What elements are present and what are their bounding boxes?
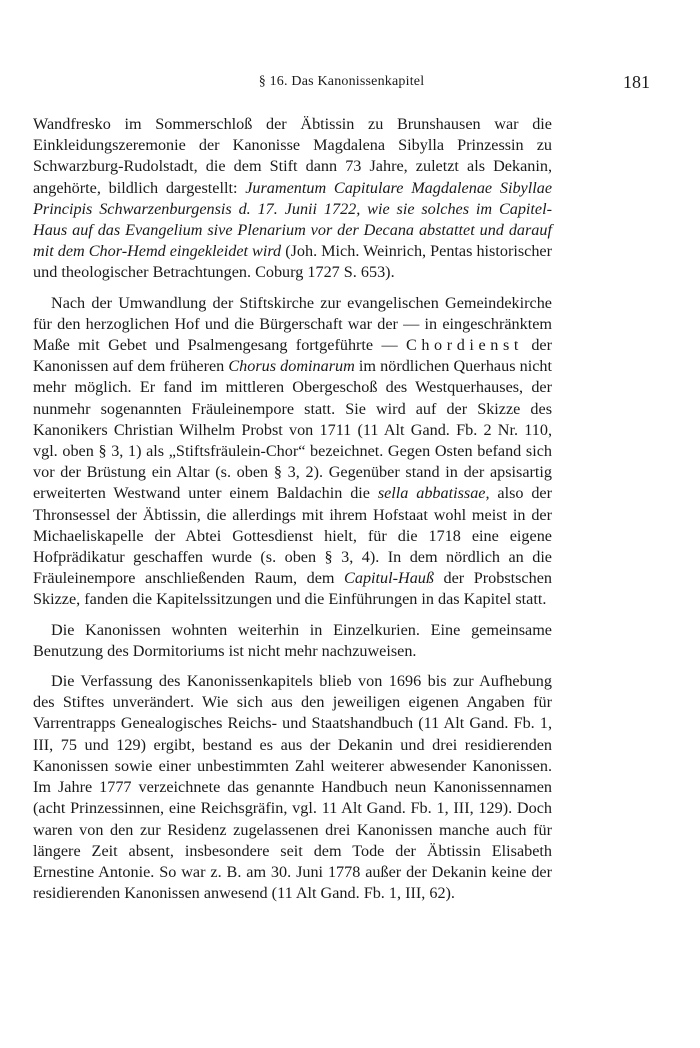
- text-run: (Joh. Mich. Weinrich, Pentas historischer und theologischer Betrachtungen. Coburg 1727 S. 653).: [33, 242, 552, 282]
- paragraph: [33, 620, 552, 662]
- text-run: Die Kanonissen wohnten weiterhin in Einzelkurien. Eine gemeinsame Benutzung des Dormitoriums ist nicht mehr nachzuweisen.: [33, 620, 552, 660]
- spaced-term: Chordienst: [405, 336, 523, 355]
- text-run: der Kanonissen auf dem früheren: [33, 336, 552, 376]
- italic-term: Chorus dominarum: [228, 357, 355, 376]
- body-text: [33, 114, 552, 904]
- text-run: Nach der Umwandlung der Stiftskirche zur evangelischen Gemeindekirche für den herzoglichen Hof und die Bürgerschaft war der — in eingeschränktem Maße mit Gebet und Psalmengesang fortgeführte —: [33, 293, 552, 355]
- text-run: also der Thronsessel der Äbtissin, die allerdings mit ihrem Hofstaat wohl meist in der Michaeliskapelle der Abtei Gottesdienst hielt, für die 1718 eine eigene Hofprädikatur geschaffen wurde (s. oben § 3, 4). In dem nördlich an die Fräuleinempore anschließenden Raum, dem: [33, 484, 552, 588]
- italic-term: Capitul-Hauß: [344, 569, 434, 588]
- italic-quotation: Juramentum Capitulare Magdalenae Sibyllae Principis Schwarzenburgensis d. 17. Junii 1722, wie sie solches im Capitel-Haus auf das Evangelium sive Plenarium vor der Decana abstattet und darauf mit dem Chor-Hemd eingekleidet wird: [33, 178, 553, 261]
- page-header: [33, 72, 650, 94]
- text-run: Die Verfassung des Kanonissenkapitels blieb von 1696 bis zur Aufhebung des Stiftes unverändert. Wie sich aus den jeweiligen eigenen Angaben für Varrentrapps Genealogisches Reichs- und Staatshandbuch (11 Alt Gand. Fb. 1, III, 75 und 129) ergibt, bestand es aus der Dekanin und drei residierenden Kanonissen sowie einer unbestimmten Zahl weiterer abwesender Kanonissen. Im Jahre 1777 verzeichnete das genannte Handbuch neun Kanonissennamen (acht Prinzessinnen, eine Reichsgräfin, vgl. 11 Alt Gand. Fb. 1, III, 129). Doch waren von den zur Residenz zugelassenen drei Kanonissen manche auch für längere Zeit absent, insbesondere seit dem Tode der Äbtissin Elisabeth Ernestine Antonie. So war z. B. am 30. Juni 1778 außer der Dekanin keine der residierenden Kanonissen anwesend (11 Alt Gand. Fb. 1, III, 62).: [33, 672, 552, 903]
- page-number: 181: [623, 72, 650, 92]
- running-title: § 16. Das Kanonissenkapitel: [258, 74, 425, 89]
- paragraph: [33, 671, 552, 904]
- paragraph: [33, 114, 552, 284]
- text-run: der Probstschen Skizze, fanden die Kapitelssitzungen und die Einführungen in das Kapitel statt.: [33, 569, 552, 609]
- text-run: im nördlichen Querhaus nicht mehr möglich. Er fand im mittleren Obergeschoß des Westquerhauses, der nunmehr sogenannten Fräuleinempore statt. Sie wird auf der Skizze des Kanonikers Christian Wilhelm Probst von 1711 (11 Alt Gand. Fb. 2 Nr. 110, vgl. oben § 3, 1) als „Stiftsfräulein-Chor“ bezeichnet. Gegen Osten befand sich vor der Brüstung ein Altar (s. oben § 3, 2). Gegenüber stand in der apsisartig erweiterten Westwand unter einem Baldachin die: [33, 357, 552, 503]
- italic-term: sella abbatissae,: [377, 484, 490, 503]
- text-run: Wandfresko im Sommerschloß der Äbtissin zu Brunshausen war die Einkleidungszeremonie der Kanonisse Magdalena Sibylla Prinzessin zu Schwarzburg-Rudolstadt, die dem Stift dann 73 Jahre, zuletzt als Dekanin, angehörte, bildlich dargestellt:: [33, 115, 552, 197]
- paragraph: [33, 293, 552, 611]
